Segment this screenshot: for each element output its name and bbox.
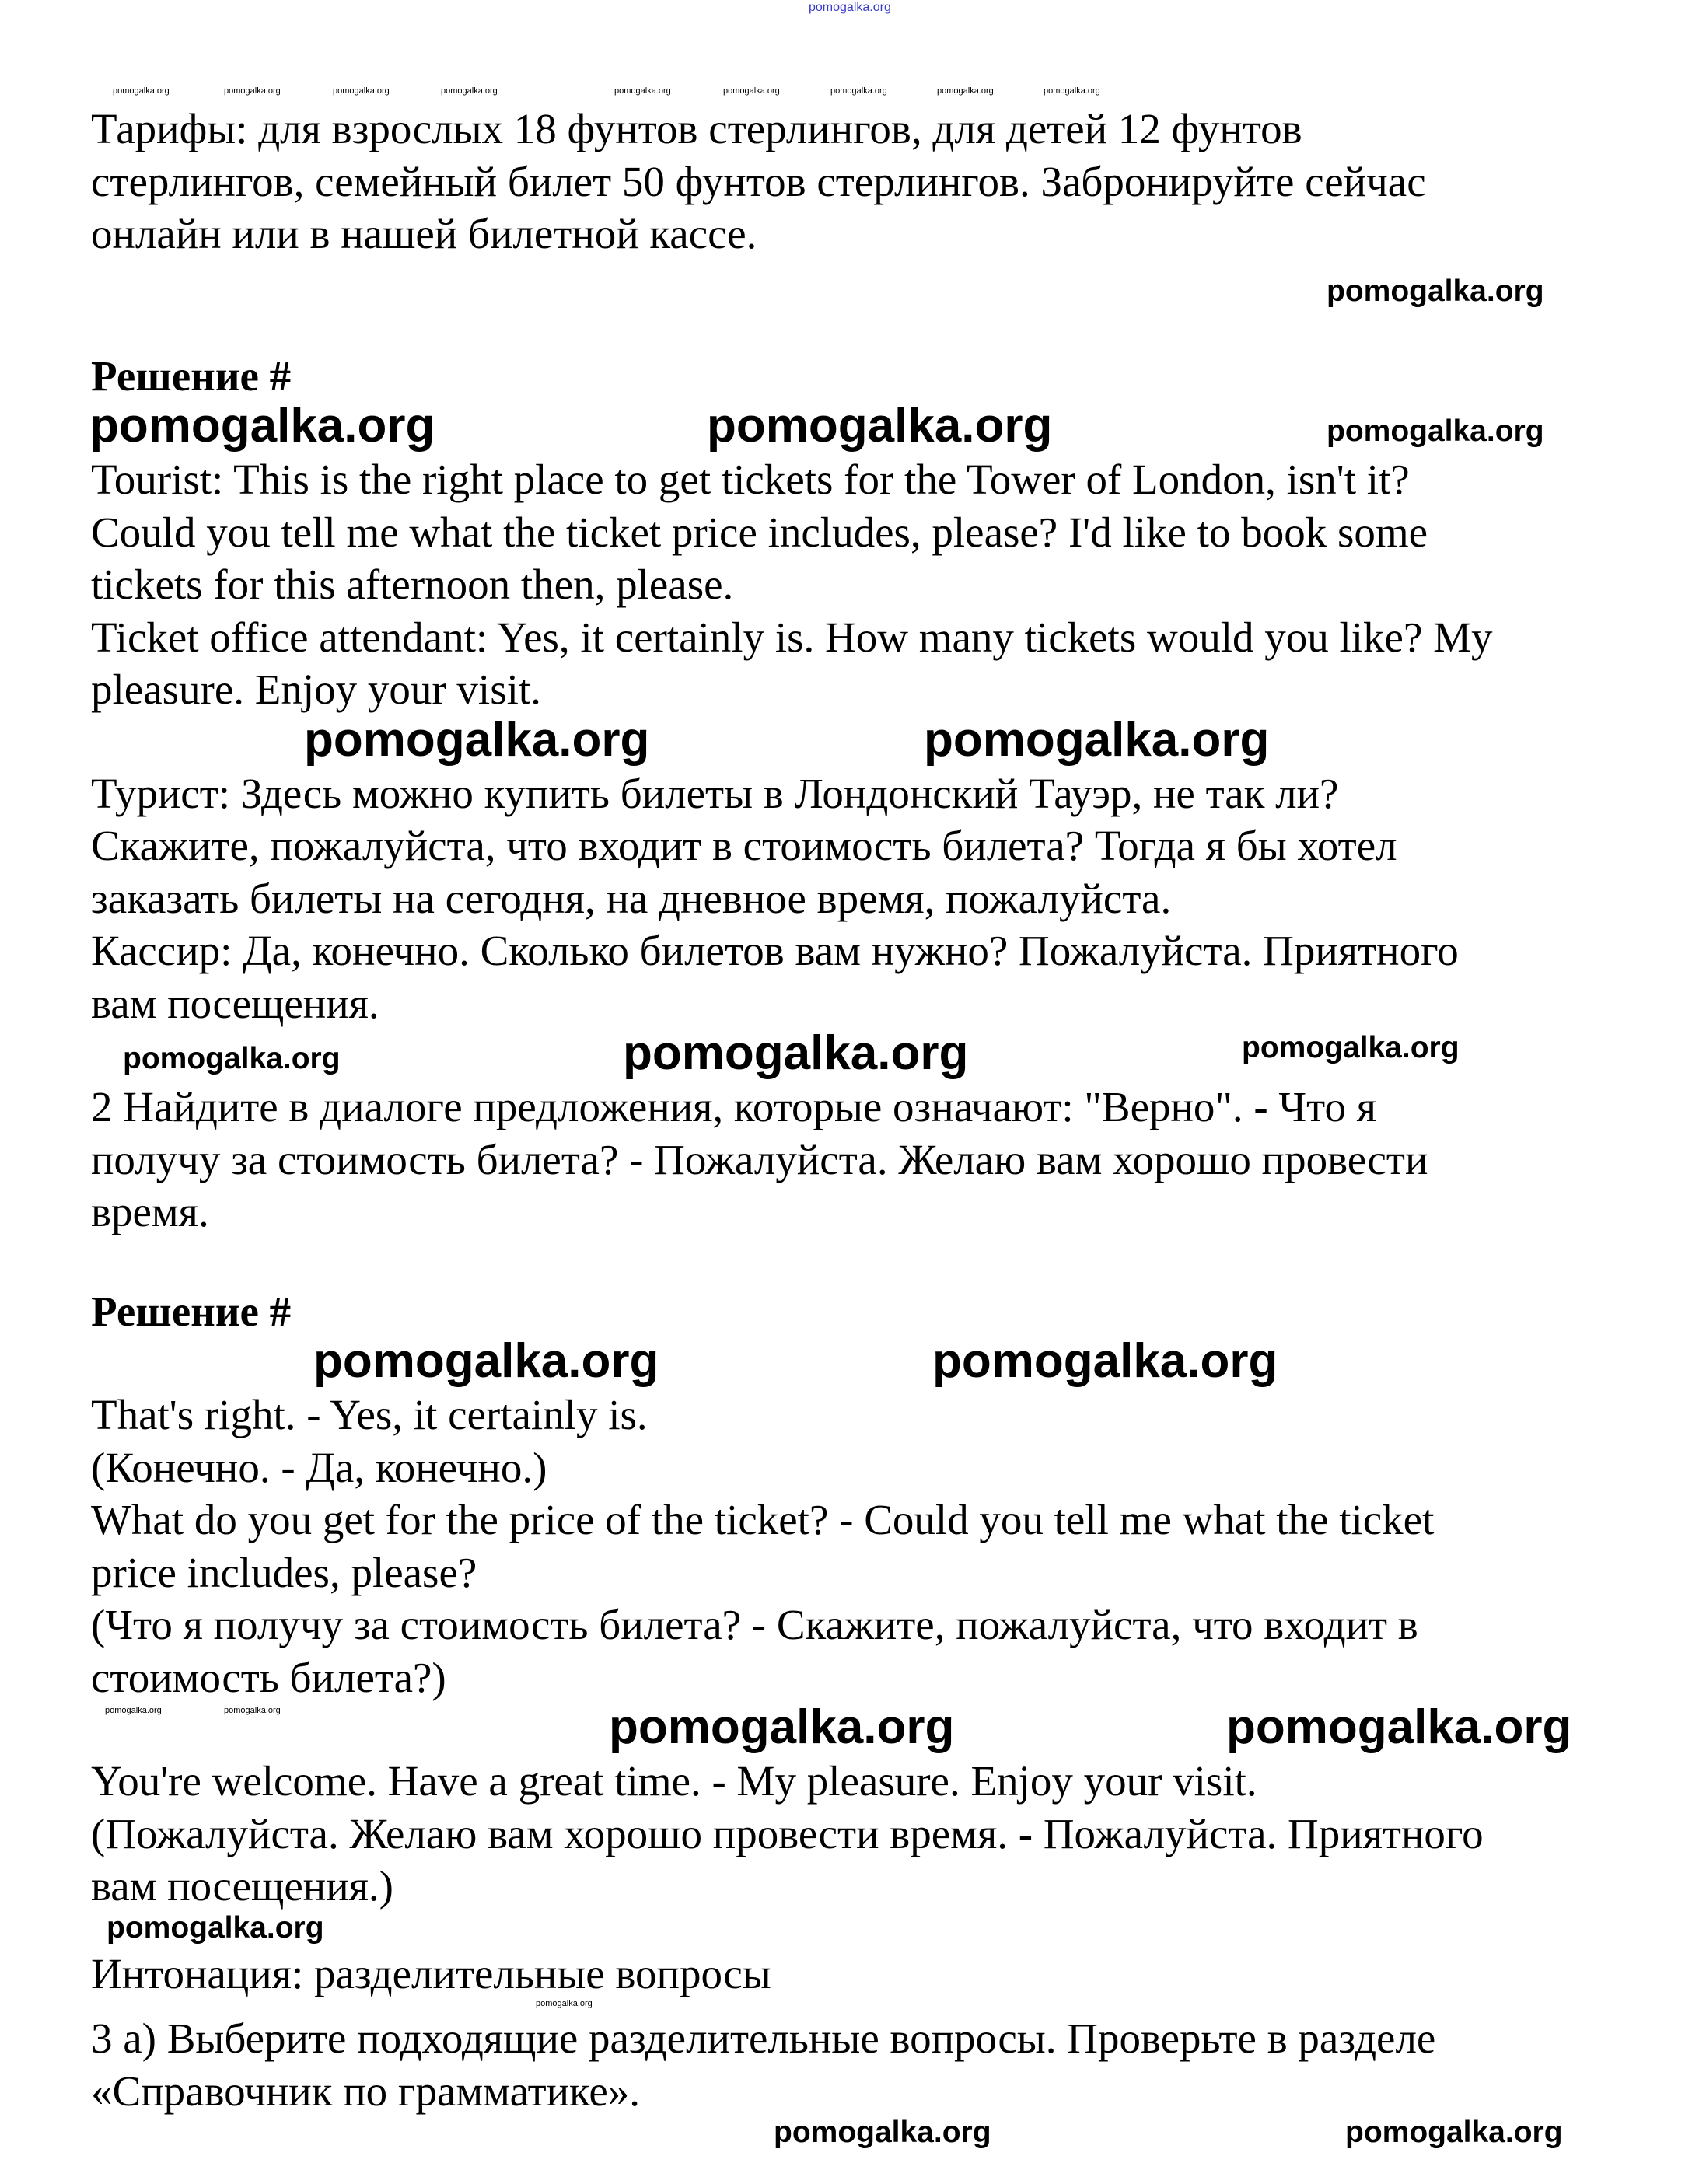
document-body (0, 87, 1699, 2152)
text-line: заказать билеты на сегодня, на дневное время, пожалуйста. (91, 874, 1172, 922)
watermark-row (0, 1700, 1699, 1755)
watermark-row (0, 2117, 1699, 2152)
text-line: price includes, please? (91, 1548, 477, 1596)
task3-paragraph (91, 2012, 1699, 2117)
watermark: pomogalka.org (333, 86, 390, 96)
watermark-row (0, 2000, 1699, 2012)
tariffs-paragraph (91, 103, 1699, 260)
watermark: pomogalka.org (830, 86, 887, 96)
text-line: Турист: Здесь можно купить билеты в Лондонский Тауэр, не так ли? (91, 769, 1339, 817)
text-line: (Пожалуйста. Желаю вам хорошо провести время. - Пожалуйста. Приятного (91, 1809, 1484, 1857)
text-line: 3 a) Выберите подходящие разделительные вопросы. Проверьте в разделе (91, 2015, 1436, 2062)
attendant-en-paragraph (91, 611, 1699, 716)
watermark: pomogalka.org (723, 86, 780, 96)
watermark-row (0, 87, 1699, 103)
answer2 (91, 1494, 1699, 1599)
text-line: время. (91, 1188, 209, 1235)
watermark: pomogalka.org (1327, 274, 1544, 308)
text-line: Could you tell me what the ticket price includes, please? I'd like to book some (91, 508, 1428, 556)
watermark: pomogalka.org (809, 1, 891, 14)
watermark: pomogalka.org (107, 1910, 324, 1945)
watermark: pomogalka.org (304, 712, 650, 767)
text-line: Скажите, пожалуйста, что входит в стоимость билета? Тогда я бы хотел (91, 822, 1397, 869)
text-line: Tourist: This is the right place to get tickets for the Tower of London, isn't it? (91, 456, 1410, 503)
watermark-row (0, 399, 1699, 453)
tourist-en-paragraph (91, 453, 1699, 611)
watermark-row (0, 1334, 1699, 1389)
answer3-ru (91, 1808, 1699, 1913)
answer3: You're welcome. Have a great time. - My pleasure. Enjoy your visit. (91, 1757, 1257, 1805)
watermark: pomogalka.org (224, 86, 281, 96)
watermark: pomogalka.org (1044, 86, 1100, 96)
watermark: pomogalka.org (707, 399, 1053, 453)
text-line: Кассир: Да, конечно. Сколько билетов вам нужно? Пожалуйста. Приятного (91, 927, 1459, 974)
watermark-row (0, 1026, 1699, 1081)
solution-heading: Решение # (91, 1287, 292, 1335)
text-line: вам посещения. (91, 979, 379, 1027)
watermark-row (0, 712, 1699, 767)
watermark: pomogalka.org (1242, 1031, 1460, 1064)
text-line: вам посещения.) (91, 1862, 394, 1910)
watermark: pomogalka.org (1345, 2116, 1563, 2149)
solution-heading: Решение # (91, 351, 292, 400)
watermark: pomogalka.org (123, 1042, 341, 1075)
watermark: pomogalka.org (113, 86, 170, 96)
watermark: pomogalka.org (614, 86, 671, 96)
watermark: pomogalka.org (609, 1700, 955, 1754)
intonation-heading: Интонация: разделительные вопросы (91, 1949, 771, 1997)
watermark: pomogalka.org (224, 1706, 281, 1715)
watermark: pomogalka.org (89, 399, 435, 453)
watermark-row (0, 276, 1699, 311)
text-line: (Что я получу за стоимость билета? - Скажите, пожалуйста, что входит в (91, 1601, 1418, 1648)
watermark: pomogalka.org (105, 1706, 162, 1715)
watermark: pomogalka.org (932, 1334, 1278, 1388)
answer2-ru (91, 1599, 1699, 1704)
text-line: Ticket office attendant: Yes, it certainly is. How many tickets would you like? My (91, 613, 1493, 661)
text-line: pleasure. Enjoy your visit. (91, 666, 541, 713)
text-line: получу за стоимость билета? - Пожалуйста. Желаю вам хорошо провести (91, 1135, 1428, 1183)
text-line: стоимость билета?) (91, 1653, 446, 1701)
watermark: pomogalka.org (937, 86, 994, 96)
watermark: pomogalka.org (623, 1026, 969, 1080)
tourist-ru-paragraph (91, 767, 1699, 925)
watermark: pomogalka.org (774, 2116, 991, 2149)
text-line: стерлингов, семейный билет 50 фунтов стерлингов. Забронируйте сейчас (91, 157, 1426, 205)
text-line: «Справочник по грамматике». (91, 2067, 641, 2115)
text-line: tickets for this afternoon then, please. (91, 561, 734, 608)
watermark: pomogalka.org (924, 712, 1270, 767)
text-line: онлайн или в нашей билетной кассе. (91, 210, 757, 257)
answer1: That's right. - Yes, it certainly is. (91, 1391, 648, 1438)
cashier-ru-paragraph (91, 924, 1699, 1029)
watermark: pomogalka.org (1226, 1700, 1572, 1754)
watermark: pomogalka.org (441, 86, 498, 96)
text-line: What do you get for the price of the ticket? - Could you tell me what the ticket (91, 1496, 1435, 1543)
watermark: pomogalka.org (313, 1334, 659, 1388)
answer1-ru: (Конечно. - Да, конечно.) (91, 1443, 547, 1491)
watermark: pomogalka.org (536, 1999, 593, 2008)
watermark-row (0, 1910, 1699, 1948)
watermark: pomogalka.org (1327, 414, 1544, 448)
text-line: 2 Найдите в диалоге предложения, которые означают: "Верно". - Что я (91, 1083, 1377, 1130)
text-line: Тарифы: для взрослых 18 фунтов стерлингов, для детей 12 фунтов (91, 105, 1302, 152)
task2-paragraph (91, 1081, 1699, 1239)
